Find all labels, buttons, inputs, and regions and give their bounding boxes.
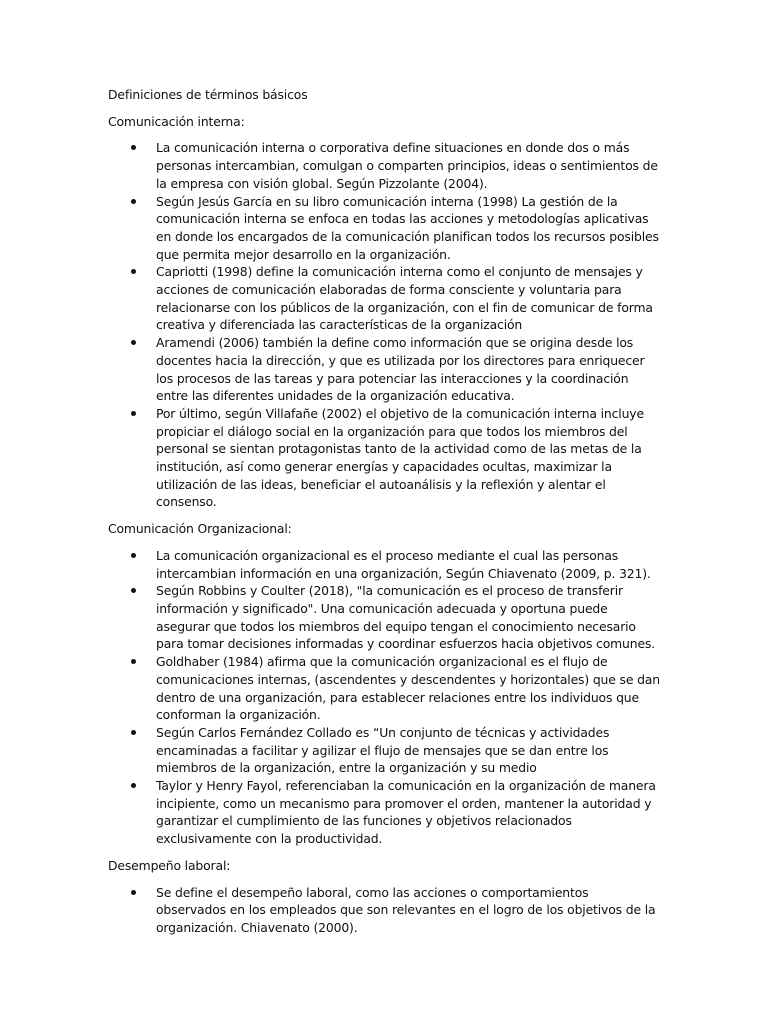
list-item: [108, 582, 660, 653]
bullet-icon: [131, 659, 136, 664]
bullet-icon: [131, 340, 136, 345]
bullet-icon: [131, 199, 136, 204]
list-item: [108, 777, 660, 848]
list-item-text: Según Carlos Fernández Collado es “Un conjunto de técnicas y actividades encaminadas a facilitar y agilizar el flujo de mensajes que se dan entre los miembros de la organización, entre la organización y su medio: [156, 724, 610, 776]
list-item: [108, 263, 660, 334]
section-heading-comunicacion-organizacional: Comunicación Organizacional:: [108, 521, 292, 537]
list-item: [108, 139, 660, 192]
list-item-text: Capriotti (1998) define la comunicación interna como el conjunto de mensajes y acciones de comunicación elaboradas de forma consciente y voluntaria para relacionarse con los públicos de la organización, con el fin de comunicar de forma creativa y diferenciada las características de la organización: [156, 264, 653, 333]
bullet-icon: [131, 890, 136, 895]
list-item-text: Taylor y Henry Fayol, referenciaban la comunicación en la organización de manera incipiente, como un mecanismo para promover el orden, mantener la autoridad y garantizar el cumplimiento de las funciones y objetivos relacionados exclusivamente con la productividad.: [156, 778, 656, 847]
bullet-icon: [131, 553, 136, 558]
list-item: [108, 724, 660, 777]
bullet-list-comunicacion-interna: [108, 139, 660, 511]
list-item: [108, 334, 660, 405]
bullet-icon: [131, 145, 136, 150]
section-heading-desempeno-laboral: Desempeño laboral:: [108, 857, 231, 873]
list-item-text: Goldhaber (1984) afirma que la comunicación organizacional es el flujo de comunicaciones internas, (ascendentes y descendentes y horizontales) que se dan dentro de una organización, para establecer relaciones entre los individuos que conforman la organización.: [156, 654, 660, 723]
list-item: [108, 884, 660, 937]
list-item-text: La comunicación organizacional es el proceso mediante el cual las personas intercambian información en una organización, Según Chiavenato (2009, p. 321).: [156, 547, 651, 581]
list-item: [108, 653, 660, 724]
section-heading-comunicacion-interna: Comunicación interna:: [108, 113, 245, 129]
bullet-list-desempeno-laboral: [108, 884, 660, 937]
document-page: [108, 86, 660, 946]
list-item: [108, 547, 660, 582]
list-item: [108, 405, 660, 511]
bullet-icon: [131, 411, 136, 416]
list-item: [108, 193, 660, 264]
list-item-text: Se define el desempeño laboral, como las acciones o comportamientos observados en los empleados que son relevantes en el logro de los objetivos de la organización. Chiavenato (2000).: [156, 884, 656, 935]
bullet-list-comunicacion-organizacional: [108, 547, 660, 848]
list-item-text: La comunicación interna o corporativa define situaciones en donde dos o más personas intercambian, comulgan o comparten principios, ideas o sentimientos de la empresa con visión global. Según Pizzolante (2004).: [156, 140, 658, 191]
list-item-text: Según Jesús García en su libro comunicación interna (1998) La gestión de la comunicación interna se enfoca en todas las acciones y metodologías aplicativas en donde los encargados de la comunicación planifican todos los recursos posibles que permita mejor desarrollo en la organización.: [156, 193, 659, 262]
list-item-text: Aramendi (2006) también la define como información que se origina desde los docentes hacia la dirección, y que es utilizada por los directores para enriquecer los procesos de las tareas y para potenciar las interacciones y la coordinación entre las diferentes unidades de la organización educativa.: [156, 335, 645, 404]
bullet-icon: [131, 730, 136, 735]
bullet-icon: [131, 783, 136, 788]
list-item-text: Según Robbins y Coulter (2018), "la comunicación es el proceso de transferir información y significado". Una comunicación adecuada y oportuna puede asegurar que todos los miembros del equipo tengan el conocimiento necesario para tomar decisiones informadas y coordinar esfuerzos hacia objetivos comunes.: [156, 583, 656, 652]
bullet-icon: [131, 588, 136, 593]
list-item-text: Por último, según Villafañe (2002) el objetivo de la comunicación interna incluye propiciar el diálogo social en la organización para que todos los miembros del personal se sientan protagonistas tanto de la actividad como de las metas de la institución, así como generar energías y capacidades ocultas, maximizar la utilización de las ideas, beneficiar el autoanálisis y la reflexión y alentar el consenso.: [156, 405, 644, 510]
document-title: Definiciones de términos básicos: [108, 87, 308, 102]
bullet-icon: [131, 269, 136, 274]
